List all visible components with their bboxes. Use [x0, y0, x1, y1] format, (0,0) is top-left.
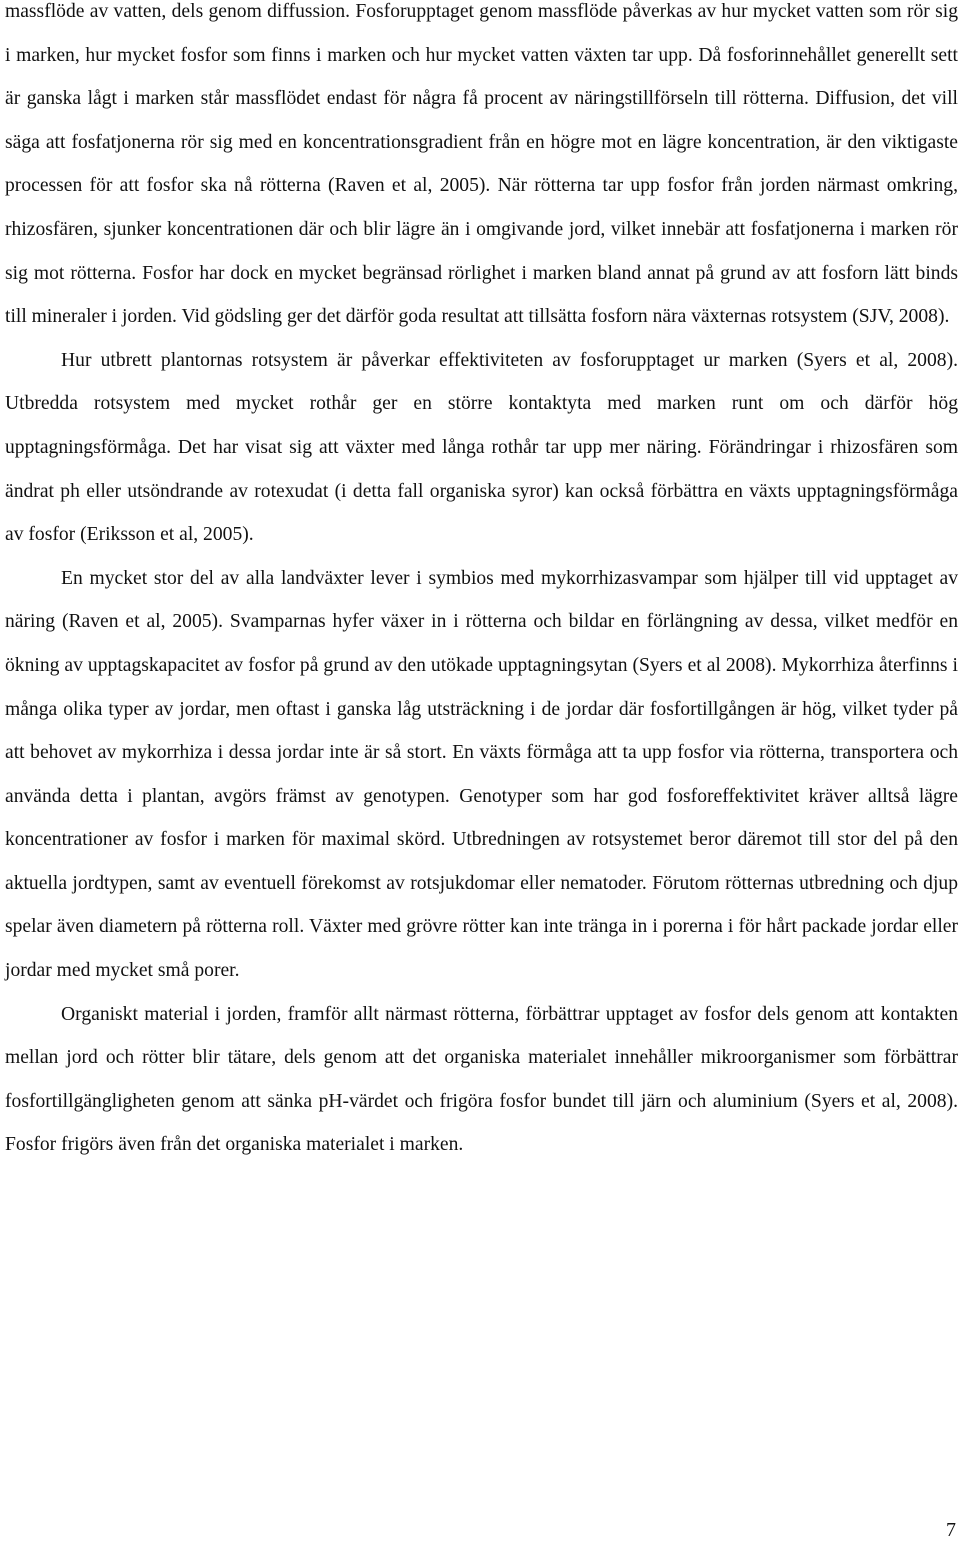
paragraph-mycorrhiza: En mycket stor del av alla landväxter lever i symbios med mykorrhizasvampar som hjälper till vid upptaget av näring (Raven et al, 2005). Svamparnas hyfer växer in i rötterna och bildar en förlängning av dessa, vilket medför en ökning av upptagskapacitet av fosfor på grund av den utökade upptagningsytan (Syers et al 2008). Mykorrhiza återfinns i många olika typer av jordar, men oftast i ganska låg utsträckning i de jordar där fosfortillgången är hög, vilket tyder på att behovet av mykorrhiza i dessa jordar inte är så stort. En växts förmåga att ta upp fosfor via rötterna, transportera och använda detta i plantan, avgörs främst av genotypen. Genotyper som har god fosforeffektivitet kräver alltså lägre koncentrationer av fosfor i marken för maximal skörd. Utbredningen av rotsystemet beror däremot till stor del på den aktuella jordtypen, samt av eventuell förekomst av rotsjukdomar eller nematoder. Förutom rötternas utbredning och djup spelar även diametern på rötterna roll. Växter med grövre rötter kan inte tränga in i porerna i för hårt packade jordar eller jordar med mycket små porer.	[5, 567, 958, 982]
paragraph-root-system: Hur utbrett plantornas rotsystem är påverkar effektiviteten av fosforupptaget ur marken (Syers et al, 2008). Utbredda rotsystem med mycket rothår ger en större kontaktyta med marken runt om och därför hög upptagningsförmåga. Det har visat sig att växter med långa rothår tar upp mer näring. Förändringar i rhizosfären som ändrat ph eller utsöndrande av rotexudat (i detta fall organiska syror) kan också förbättra en växts upptagningsförmåga av fosfor (Eriksson et al, 2005).	[5, 349, 958, 546]
document-page	[5, 0, 958, 1167]
page-number: 7	[946, 1519, 956, 1541]
paragraph-organic-material: Organiskt material i jorden, framför allt närmast rötterna, förbättrar upptaget av fosfor dels genom att kontakten mellan jord och rötter blir tätare, dels genom att det organiska materialet innehåller mikroorganismer som förbättrar fosfortillgängligheten genom att sänka pH-värdet och frigöra fosfor bundet till järn och aluminium (Syers et al, 2008). Fosfor frigörs även från det organiska materialet i marken.	[5, 1003, 958, 1156]
paragraph-mass-flow-diffusion: massflöde av vatten, dels genom diffussion. Fosforupptaget genom massflöde påverkas av hur mycket vatten som rör sig i marken, hur mycket fosfor som finns i marken och hur mycket vatten växten tar upp. Då fosforinnehållet generellt sett är ganska lågt i marken står massflödet endast för några få procent av näringstillförseln till rötterna. Diffusion, det vill säga att fosfatjonerna rör sig med en koncentrationsgradient från en högre mot en lägre koncentration, är den viktigaste processen för att fosfor ska nå rötterna (Raven et al, 2005). När rötterna tar upp fosfor från jorden närmast omkring, rhizosfären, sjunker koncentrationen där och blir lägre än i omgivande jord, vilket innebär att fosfatjonerna i marken rör sig mot rötterna. Fosfor har dock en mycket begränsad rörlighet i marken bland annat på grund av att fosforn lätt binds till mineraler i jorden. Vid gödsling ger det därför goda resultat att tillsätta fosforn nära växternas rotsystem (SJV, 2008).	[5, 1, 958, 328]
